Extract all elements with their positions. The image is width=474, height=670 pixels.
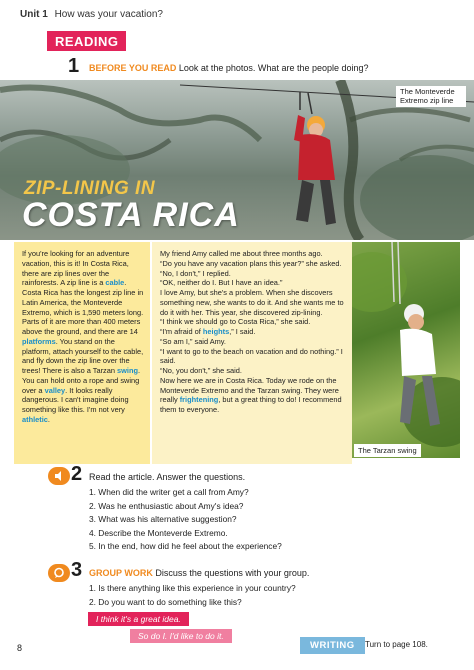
section-2-number: 2 — [71, 463, 83, 485]
vocab-frightening[interactable]: frightening — [179, 395, 219, 405]
list-item: 4. Describe the Monteverde Extremo. — [89, 527, 228, 538]
writing-note: Turn to page 108. — [365, 640, 428, 649]
list-item: 1. Is there anything like this experience in your country? — [89, 583, 296, 593]
section-2-questions — [89, 486, 282, 554]
speech-bubble-2: So do I. I'd like to do it. — [130, 629, 232, 643]
article-line: “I want to go to the beach on vacation and do nothing.” I said. — [160, 346, 343, 366]
article-line: “I think we should go to Costa Rica,” she said. — [160, 317, 311, 327]
section-1-title: BEFORE YOU READ — [89, 63, 177, 73]
unit-header — [20, 9, 163, 20]
section-3-heading — [89, 568, 309, 578]
speech-bubble-1: I think it's a great idea. — [88, 612, 189, 626]
vocab-valley[interactable]: valley — [44, 385, 66, 395]
section-1-number: 1 — [68, 55, 80, 77]
tarzan-swing-photo — [352, 242, 460, 458]
list-item: 1. When did the writer get a call from Amy? — [89, 487, 249, 497]
photo-caption-tarzan: The Tarzan swing — [354, 444, 421, 457]
speech-icon — [48, 564, 70, 582]
vocab-heights[interactable]: heights — [202, 327, 230, 337]
article-column-2 — [152, 242, 352, 464]
section-3-questions — [89, 582, 296, 609]
vocab-cable[interactable]: cable — [105, 278, 125, 288]
section-3-title: GROUP WORK — [89, 568, 153, 578]
list-item: 3. What was his alternative suggestion? — [89, 514, 237, 525]
vocab-platforms[interactable]: platforms — [22, 336, 56, 346]
page-number: 8 — [17, 643, 23, 653]
article-subtitle: ZIP-LINING IN — [24, 178, 156, 199]
vocab-swing[interactable]: swing — [117, 366, 138, 376]
photo-caption-zipline — [396, 86, 466, 107]
section-1-instruction: Look at the photos. What are the people doing? — [178, 63, 369, 73]
photo-caption-zipline-line1: The Monteverde — [400, 87, 455, 96]
list-item: 2. Do you want to do something like this? — [89, 596, 242, 607]
article-line: “So am I,” said Amy. — [160, 336, 226, 346]
list-item: 5. In the end, how did he feel about the experience? — [89, 541, 282, 552]
tarzan-swing-scene — [352, 242, 460, 458]
article-line: I love Amy, but she's a problem. When she discovers something new, she wants to do it. And she wants me to do it with her. This year, she discovered zip-lining. — [160, 288, 344, 317]
unit-label: Unit 1 — [20, 9, 48, 20]
section-2-instruction: Read the article. Answer the questions. — [89, 472, 246, 482]
article-line: “OK, neither do I. But I have an idea.” — [160, 278, 283, 288]
unit-title: How was your vacation? — [54, 9, 163, 20]
article-line: “Do you have any vacation plans this year?” she asked. — [160, 258, 342, 268]
article-line: “No, you don't,” she said. — [160, 366, 242, 376]
list-item: 2. Was he enthusiastic about Amy's idea? — [89, 500, 244, 511]
vocab-athletic[interactable]: athletic — [22, 415, 48, 425]
article-line: My friend Amy called me about three months ago. — [160, 249, 323, 258]
writing-tag[interactable]: WRITING — [300, 637, 365, 654]
photo-caption-zipline-line2: Extremo zip line — [400, 95, 454, 105]
article-paragraph-1: If you're looking for an adventure vacation, this is it! In Costa Rica, there are zip lines over the rainforests. A zip line is a cable. Costa Rica has the longest zip line in Latin America, the Monteverde Extremo, which is 1,590 meters long. Parts of it are more than 400 meters above the ground, and there are 14 platforms. You stand on the platform, attach yourself to the cable, and fly down the zip line over the trees! There is also a Tarzan swing. You can hold onto a rope and swing over a valley. It looks really dangerous. I can't imagine doing something like this. I'm not very athletic. — [22, 249, 144, 425]
article-line: “I'm afraid of heights,” I said. — [160, 327, 256, 337]
audio-icon[interactable] — [48, 467, 70, 485]
article-column-1 — [14, 242, 150, 464]
section-3-instruction: Discuss the questions with your group. — [155, 568, 310, 578]
section-3-number: 3 — [71, 559, 83, 581]
article-line: “No, I don't,” I replied. — [160, 268, 231, 278]
article-title: COSTA RICA — [22, 196, 240, 234]
section-1-heading — [89, 63, 369, 73]
article-line: Now here we are in Costa Rica. Today we rode on the Monteverde Extremo and the Tarzan swing. They were really frightening, but a great thing to do! I recommend them to everyone. — [160, 375, 342, 415]
reading-tag: READING — [47, 31, 126, 51]
